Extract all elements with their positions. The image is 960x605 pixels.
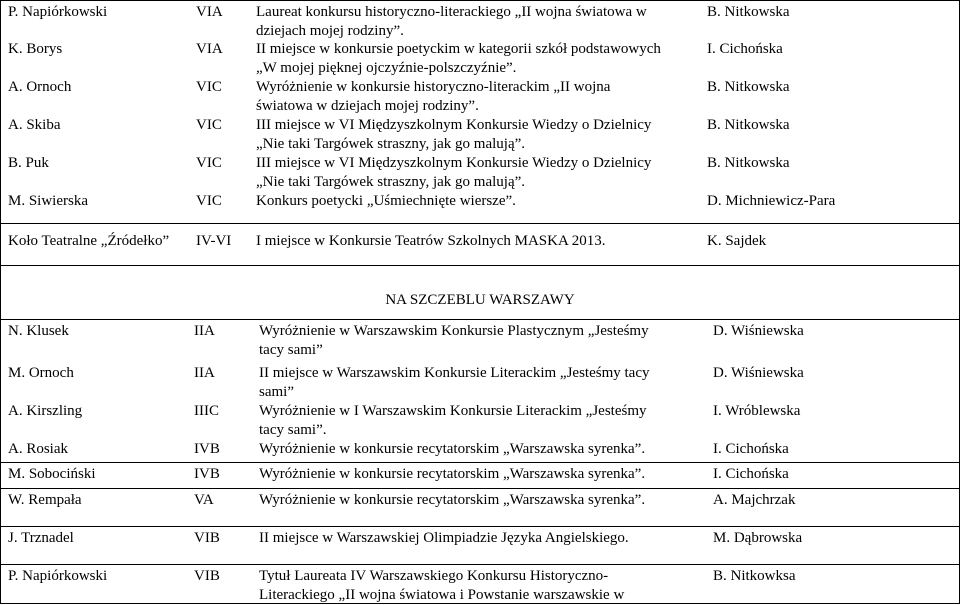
class-label: IVB [194,441,220,457]
achievement-line: II miejsce w Warszawskiej Olimpiadzie Języka Angielskiego. [259,530,629,546]
achievement-line: Wyróżnienie w konkursie recytatorskim „Warszawska syrenka”. [259,492,646,508]
table-row [0,526,960,565]
achievement-line: dziejach mojej rodziny”. [256,23,404,39]
table-row [0,319,960,363]
teacher-name: B. Nitkowska [707,155,790,171]
class-label: VIB [194,530,220,546]
teacher-name: D. Wiśniewska [713,365,804,381]
table-row [0,462,960,489]
achievement-line: Wyróżnienie w konkursie recytatorskim „Warszawska syrenka”. [259,466,646,482]
teacher-name: I. Cichońska [713,441,789,457]
student-name: J. Trznadel [8,530,74,546]
student-name: K. Borys [8,41,63,57]
achievement-line: II miejsce w Warszawskim Konkursie Literackim „Jesteśmy tacy [259,365,650,381]
achievement-line: Konkurs poetycki „Uśmiechnięte wiersze”. [256,193,516,209]
table-row [0,76,960,114]
achievement-line: sami” [259,384,294,400]
achievement-line: Wyróżnienie w konkursie recytatorskim „Warszawska syrenka”. [259,441,646,457]
achievement-line: „Nie taki Targówek straszny, jak go malują”. [256,174,526,190]
student-name: B. Puk [8,155,49,171]
achievement-line: Wyróżnienie w Warszawskim Konkursie Plastycznym „Jesteśmy [259,323,649,339]
table-row [0,400,960,438]
table-row [0,38,960,76]
student-name: A. Skiba [8,117,61,133]
class-label: VIC [196,117,222,133]
achievement-line: Tytuł Laureata IV Warszawskiego Konkursu Historyczno- [259,568,609,584]
teacher-name: M. Dąbrowska [713,530,803,546]
teacher-name: D. Wiśniewska [713,323,804,339]
table-row [0,114,960,152]
achievement-line: Wyróżnienie w I Warszawskim Konkursie Literackim „Jesteśmy [259,403,647,419]
teacher-name: B. Nitkowska [707,79,790,95]
class-label: IVB [194,466,220,482]
achievement-line: III miejsce w VI Międzyszkolnym Konkursie Wiedzy o Dzielnicy [256,155,652,171]
theatre-teacher: K. Sajdek [707,233,767,249]
achievement-line: „W mojej pięknej ojczyźnie-polszczyźnie”. [256,60,517,76]
student-name: A. Rosiak [8,441,68,457]
achievement-line: III miejsce w VI Międzyszkolnym Konkursie Wiedzy o Dzielnicy [256,117,652,133]
class-label: VIA [196,41,223,57]
teacher-name: B. Nitkowska [707,4,790,20]
class-label: VIB [194,568,220,584]
theatre-class: IV-VI [196,233,232,249]
achievement-line: Literackiego „II wojna światowa i Powstanie warszawskie w [259,587,625,603]
teacher-name: I. Cichońska [707,41,783,57]
class-label: VIA [196,4,223,20]
achievement-line: światowa w dziejach mojej rodziny”. [256,98,479,114]
student-name: M. Ornoch [8,365,74,381]
student-name: A. Kirszling [8,403,83,419]
table-row [0,564,960,604]
class-label: VIC [196,79,222,95]
class-label: VIC [196,193,222,209]
theatre-name: Koło Teatralne „Źródełko” [8,233,170,249]
table-row [0,362,960,400]
table-row [0,190,960,223]
teacher-name: D. Michniewicz-Para [707,193,836,209]
theatre-desc: I miejsce w Konkursie Teatrów Szkolnych MASKA 2013. [256,233,606,249]
student-name: P. Napiórkowski [8,4,108,20]
class-label: VIC [196,155,222,171]
teacher-name: A. Majchrzak [713,492,796,508]
student-name: P. Napiórkowski [8,568,108,584]
class-label: VA [194,492,214,508]
achievement-line: Laureat konkursu historyczno-literackiego „II wojna światowa w [256,4,647,20]
achievement-line: „Nie taki Targówek straszny, jak go malują”. [256,136,526,152]
table-row [0,152,960,190]
student-name: M. Sobociński [8,466,96,482]
teacher-name: B. Nitkowksa [713,568,796,584]
class-label: IIIC [194,403,219,419]
class-label: IIA [194,323,215,339]
teacher-name: I. Cichońska [713,466,789,482]
achievement-line: tacy sami”. [259,422,327,438]
student-name: A. Ornoch [8,79,72,95]
table-row [0,488,960,527]
theatre-row [0,223,960,266]
achievement-line: Wyróżnienie w konkursie historyczno-literackim „II wojna [256,79,611,95]
section-title: NA SZCZEBLU WARSZAWY [385,292,575,308]
class-label: IIA [194,365,215,381]
student-name: W. Rempała [8,492,82,508]
teacher-name: I. Wróblewska [713,403,801,419]
table-row [0,438,960,462]
achievement-line: II miejsce w konkursie poetyckim w kategorii szkół podstawowych [256,41,661,57]
achievement-line: tacy sami” [259,342,323,358]
table-row [0,0,960,39]
student-name: M. Siwierska [8,193,88,209]
teacher-name: B. Nitkowska [707,117,790,133]
student-name: N. Klusek [8,323,69,339]
